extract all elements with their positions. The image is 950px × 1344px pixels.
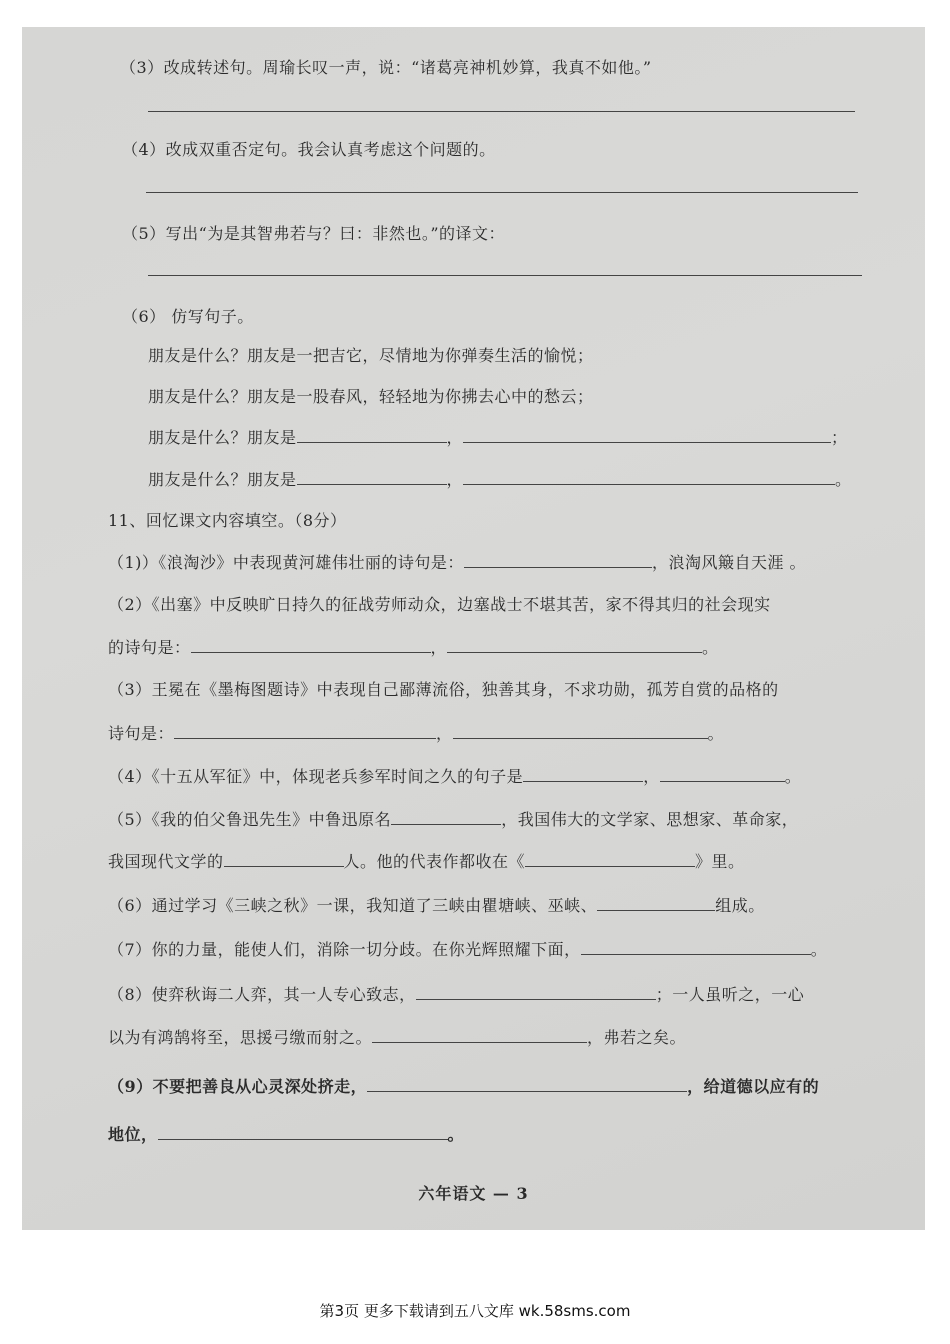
imitation-blank-row-2 — [148, 467, 852, 490]
s11-q9-cont — [108, 1122, 464, 1145]
page-title: 六年语文 — 3 — [418, 1184, 529, 1203]
blank[interactable] — [416, 985, 656, 1000]
blank[interactable] — [581, 940, 811, 955]
text: 以为有鸿鹄将至，思援弓缴而射之。 — [108, 1028, 373, 1047]
punct: ， — [436, 724, 453, 743]
s11-q3-answer — [108, 721, 724, 744]
text: （6）通过学习《三峡之秋》一课，我知道了三峡由瞿塘峡、巫峡、 — [108, 896, 598, 915]
s11-q3: （3）王冕在《墨梅图题诗》中表现自己鄙薄流俗，独善其身，不求功勋，孤芳自赏的品格的 — [108, 680, 779, 699]
s11-q2: （2）《出塞》中反映旷日持久的征战劳师动众，边塞战士不堪其苦，家不得其归的社会现实 — [108, 595, 771, 614]
text: ；一人虽听之，一心 — [655, 985, 805, 1004]
punct: ， — [430, 638, 448, 657]
text: ，浪淘风簸自天涯 。 — [651, 553, 807, 572]
text: 》里。 — [695, 852, 745, 871]
answer-line-4[interactable] — [146, 192, 858, 193]
text: ，给道德以应有的 — [687, 1077, 820, 1096]
text: （7）你的力量，能使人们，消除一切分歧。在你光辉照耀下面， — [108, 940, 581, 959]
exam-sheet — [22, 27, 925, 1230]
blank[interactable] — [523, 767, 643, 782]
text: 组成。 — [715, 896, 765, 915]
imitation-prefix: 朋友是什么？朋友是 — [148, 470, 297, 489]
question-4: （4）改成双重否定句。我会认真考虑这个问题的。 — [122, 140, 496, 159]
s11-q5 — [108, 807, 798, 830]
question-6: （6） 仿写句子。 — [122, 307, 254, 326]
blank[interactable] — [525, 852, 695, 867]
answer-line-5[interactable] — [148, 275, 862, 276]
punct: 。 — [810, 940, 828, 959]
blank[interactable] — [597, 896, 715, 911]
imitation-example-2: 朋友是什么？朋友是一股春风，轻轻地为你拂去心中的愁云； — [148, 387, 594, 406]
text: （5）《我的伯父鲁迅先生》中鲁迅原名 — [108, 810, 392, 829]
punct: 。 — [784, 767, 802, 786]
blank[interactable] — [447, 638, 702, 653]
s11-q8-cont — [108, 1025, 686, 1048]
imitation-prefix: 朋友是什么？朋友是 — [148, 428, 297, 447]
text: 我国现代文学的 — [108, 852, 224, 871]
punct: ， — [446, 428, 464, 447]
s11-q1 — [108, 550, 806, 573]
imitation-example-1: 朋友是什么？朋友是一把吉它，尽情地为你弹奏生活的愉悦； — [148, 346, 594, 365]
punct: 。 — [702, 638, 719, 657]
punct: ， — [643, 767, 660, 786]
text: （8）使弈秋诲二人弈，其一人专心致志， — [108, 985, 416, 1004]
site-footer: 第3页 更多下载请到五八文库 wk.58sms.com — [319, 1302, 631, 1320]
blank[interactable] — [158, 1125, 448, 1140]
text: 地位， — [108, 1125, 158, 1144]
s11-q2-answer — [108, 635, 719, 658]
text: 人。他的代表作都收在《 — [343, 852, 526, 871]
punct: 。 — [835, 470, 852, 489]
text: ，我国伟大的文学家、思想家、革命家， — [501, 810, 799, 829]
blank[interactable] — [391, 810, 501, 825]
punct: 。 — [707, 724, 725, 743]
blank[interactable] — [174, 724, 436, 739]
text: （1)）《浪淘沙》中表现黄河雄伟壮丽的诗句是： — [108, 553, 464, 572]
punct: ； — [831, 428, 848, 447]
s11-q5-cont — [108, 849, 745, 872]
s11-q9 — [108, 1074, 819, 1097]
blank[interactable] — [463, 428, 831, 443]
imitation-blank-row-1 — [148, 425, 848, 448]
text: （9）不要把善良从心灵深处挤走， — [108, 1077, 368, 1096]
text: （4）《十五从军征》中，体现老兵参军时间之久的句子是 — [108, 767, 524, 786]
s11-q6 — [108, 893, 765, 916]
s11-q4 — [108, 764, 801, 787]
question-5: （5）写出“为是其智弗若与？曰：非然也。”的译文： — [122, 224, 506, 243]
s11-q7 — [108, 937, 827, 960]
text: 的诗句是： — [108, 638, 191, 657]
s11-q8 — [108, 982, 804, 1005]
blank[interactable] — [297, 428, 447, 443]
punct: 。 — [447, 1125, 465, 1144]
blank[interactable] — [372, 1028, 587, 1043]
blank[interactable] — [224, 852, 344, 867]
blank[interactable] — [367, 1077, 687, 1092]
text: 诗句是： — [108, 724, 175, 743]
section-11-title: 11、回忆课文内容填空。（8分） — [108, 511, 347, 530]
punct: ， — [446, 470, 464, 489]
question-3: （3）改成转述句。周瑜长叹一声，说：“诸葛亮神机妙算，我真不如他。” — [120, 58, 652, 77]
blank[interactable] — [464, 553, 652, 568]
blank[interactable] — [297, 470, 447, 485]
text: ，弗若之矣。 — [587, 1028, 687, 1047]
answer-line-3[interactable] — [148, 111, 855, 112]
blank[interactable] — [660, 767, 785, 782]
blank[interactable] — [453, 724, 708, 739]
blank[interactable] — [191, 638, 431, 653]
blank[interactable] — [463, 470, 835, 485]
